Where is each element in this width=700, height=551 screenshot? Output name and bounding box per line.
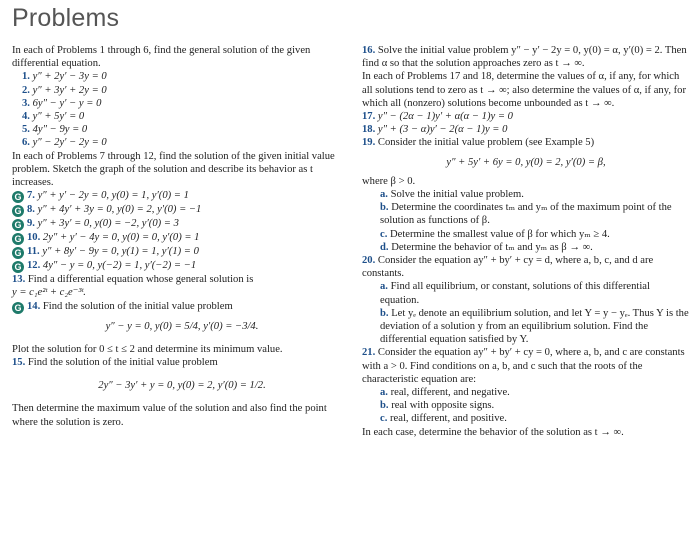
- right-column: [362, 44, 690, 439]
- problem-19d: d. Determine the behavior of tₘ and yₘ as β → ∞.: [380, 241, 593, 253]
- problem-16: 16. Solve the initial value problem y″ − y′ − 2y = 0, y(0) = α, y′(0) = 2. Then find α so that the solution approaches zero as t → ∞.: [362, 45, 687, 70]
- problem-17: 17. y″ − (2α − 1)y′ + α(α − 1)y = 0: [362, 111, 513, 123]
- left-column: [12, 44, 352, 429]
- problem-6: 6. y″ − 2y′ − 2y = 0: [22, 137, 107, 149]
- page-title: Problems: [12, 4, 120, 32]
- problem-20b: b. Let yₑ denote an equilibrium solution, and let Y = y − yₑ. Thus Y is the deviation of a solution y from an equilibrium solution. Find the differential equation satisfied by Y.: [380, 307, 689, 346]
- problem-18: 18. y″ + (3 − α)y′ − 2(α − 1)y = 0: [362, 124, 508, 136]
- problem-1: 1. y″ + 2y′ − 3y = 0: [22, 71, 107, 83]
- problem-21-end: In each case, determine the behavior of the solution as t → ∞.: [362, 426, 624, 438]
- intro-problems-7-12: In each of Problems 7 through 12, find the solution of the given initial value problem. Sketch the graph of the solution and describe its behavior as t increases.: [12, 150, 335, 189]
- graphing-badge-icon: G: [12, 219, 24, 231]
- problem-13-solution: y = c₁e²ᵗ + c₂e⁻³ᵗ.: [12, 287, 86, 299]
- problem-9: G 9. y″ + 3y′ = 0, y(0) = −2, y′(0) = 3: [12, 217, 352, 231]
- problem-19c: c. Determine the smallest value of β for which yₘ ≥ 4.: [380, 228, 610, 240]
- problem-21: 21. Consider the equation ay″ + by′ + cy = 0, where a, b, and c are constants with a > 0. Find conditions on a, b, and c such that the roots of the characteristic equation are:: [362, 347, 685, 385]
- graphing-badge-icon: G: [12, 261, 24, 273]
- problem-19-where: where β > 0.: [362, 175, 416, 187]
- intro-problems-17-18: In each of Problems 17 and 18, determine the values of α, if any, for which all solutions tend to zero as t → ∞; also determine the values of α, if any, for which all (nonzero) solutions become unbounded as t → ∞.: [362, 71, 686, 109]
- problem-14-equation: y″ − y = 0, y(0) = 5/4, y′(0) = −3/4.: [105, 320, 259, 332]
- problem-13: 13. Find a differential equation whose general solution is: [12, 274, 254, 286]
- problem-21c: c. real, different, and positive.: [380, 413, 507, 425]
- problem-15: 15. Find the solution of the initial value problem: [12, 357, 218, 369]
- problem-10: G 10. 2y″ + y′ − 4y = 0, y(0) = 0, y′(0) = 1: [12, 231, 352, 245]
- problem-5: 5. 4y″ − 9y = 0: [22, 124, 88, 136]
- problem-2: 2. y″ + 3y′ + 2y = 0: [22, 84, 107, 96]
- problem-11: G 11. y″ + 8y′ − 9y = 0, y(1) = 1, y′(1) = 0: [12, 245, 352, 259]
- graphing-badge-icon: G: [12, 233, 24, 245]
- intro-problems-1-6: In each of Problems 1 through 6, find the general solution of the given differential equation.: [12, 45, 311, 70]
- problem-15-continued: Then determine the maximum value of the solution and also find the point where the solution is zero.: [12, 403, 327, 428]
- graphing-badge-icon: G: [12, 191, 24, 203]
- graphing-badge-icon: G: [12, 205, 24, 217]
- problem-19b: b. Determine the coordinates tₘ and yₘ of the maximum point of the solution as functions of β.: [380, 202, 672, 227]
- problem-20: 20. Consider the equation ay″ + by′ + cy = d, where a, b, c, and d are constants.: [362, 255, 654, 280]
- problem-19-equation: y″ + 5y′ + 6y = 0, y(0) = 2, y′(0) = β,: [446, 156, 606, 168]
- problem-19: 19. Consider the initial value problem (see Example 5): [362, 137, 595, 149]
- problem-15-equation: 2y″ − 3y′ + y = 0, y(0) = 2, y′(0) = 1/2.: [98, 380, 266, 392]
- problem-12: G 12. 4y″ − y = 0, y(−2) = 1, y′(−2) = −1: [12, 259, 352, 273]
- problem-8: G 8. y″ + 4y′ + 3y = 0, y(0) = 2, y′(0) = −1: [12, 203, 352, 217]
- problem-20a: a. Find all equilibrium, or constant, solutions of this differential equation.: [380, 281, 650, 306]
- problem-3: 3. 6y″ − y′ − y = 0: [22, 97, 102, 109]
- problem-14-continued: Plot the solution for 0 ≤ t ≤ 2 and determine its minimum value.: [12, 343, 283, 355]
- graphing-badge-icon: G: [12, 247, 24, 259]
- graphing-badge-icon: G: [12, 302, 24, 314]
- problem-7: G 7. y″ + y′ − 2y = 0, y(0) = 1, y′(0) = 1: [12, 189, 352, 203]
- problem-19a: a. Solve the initial value problem.: [380, 189, 524, 201]
- problem-14: G 14. Find the solution of the initial value problem: [12, 300, 352, 314]
- problem-21b: b. real with opposite signs.: [380, 400, 495, 412]
- problem-21a: a. real, different, and negative.: [380, 387, 510, 399]
- problem-4: 4. y″ + 5y′ = 0: [22, 111, 85, 123]
